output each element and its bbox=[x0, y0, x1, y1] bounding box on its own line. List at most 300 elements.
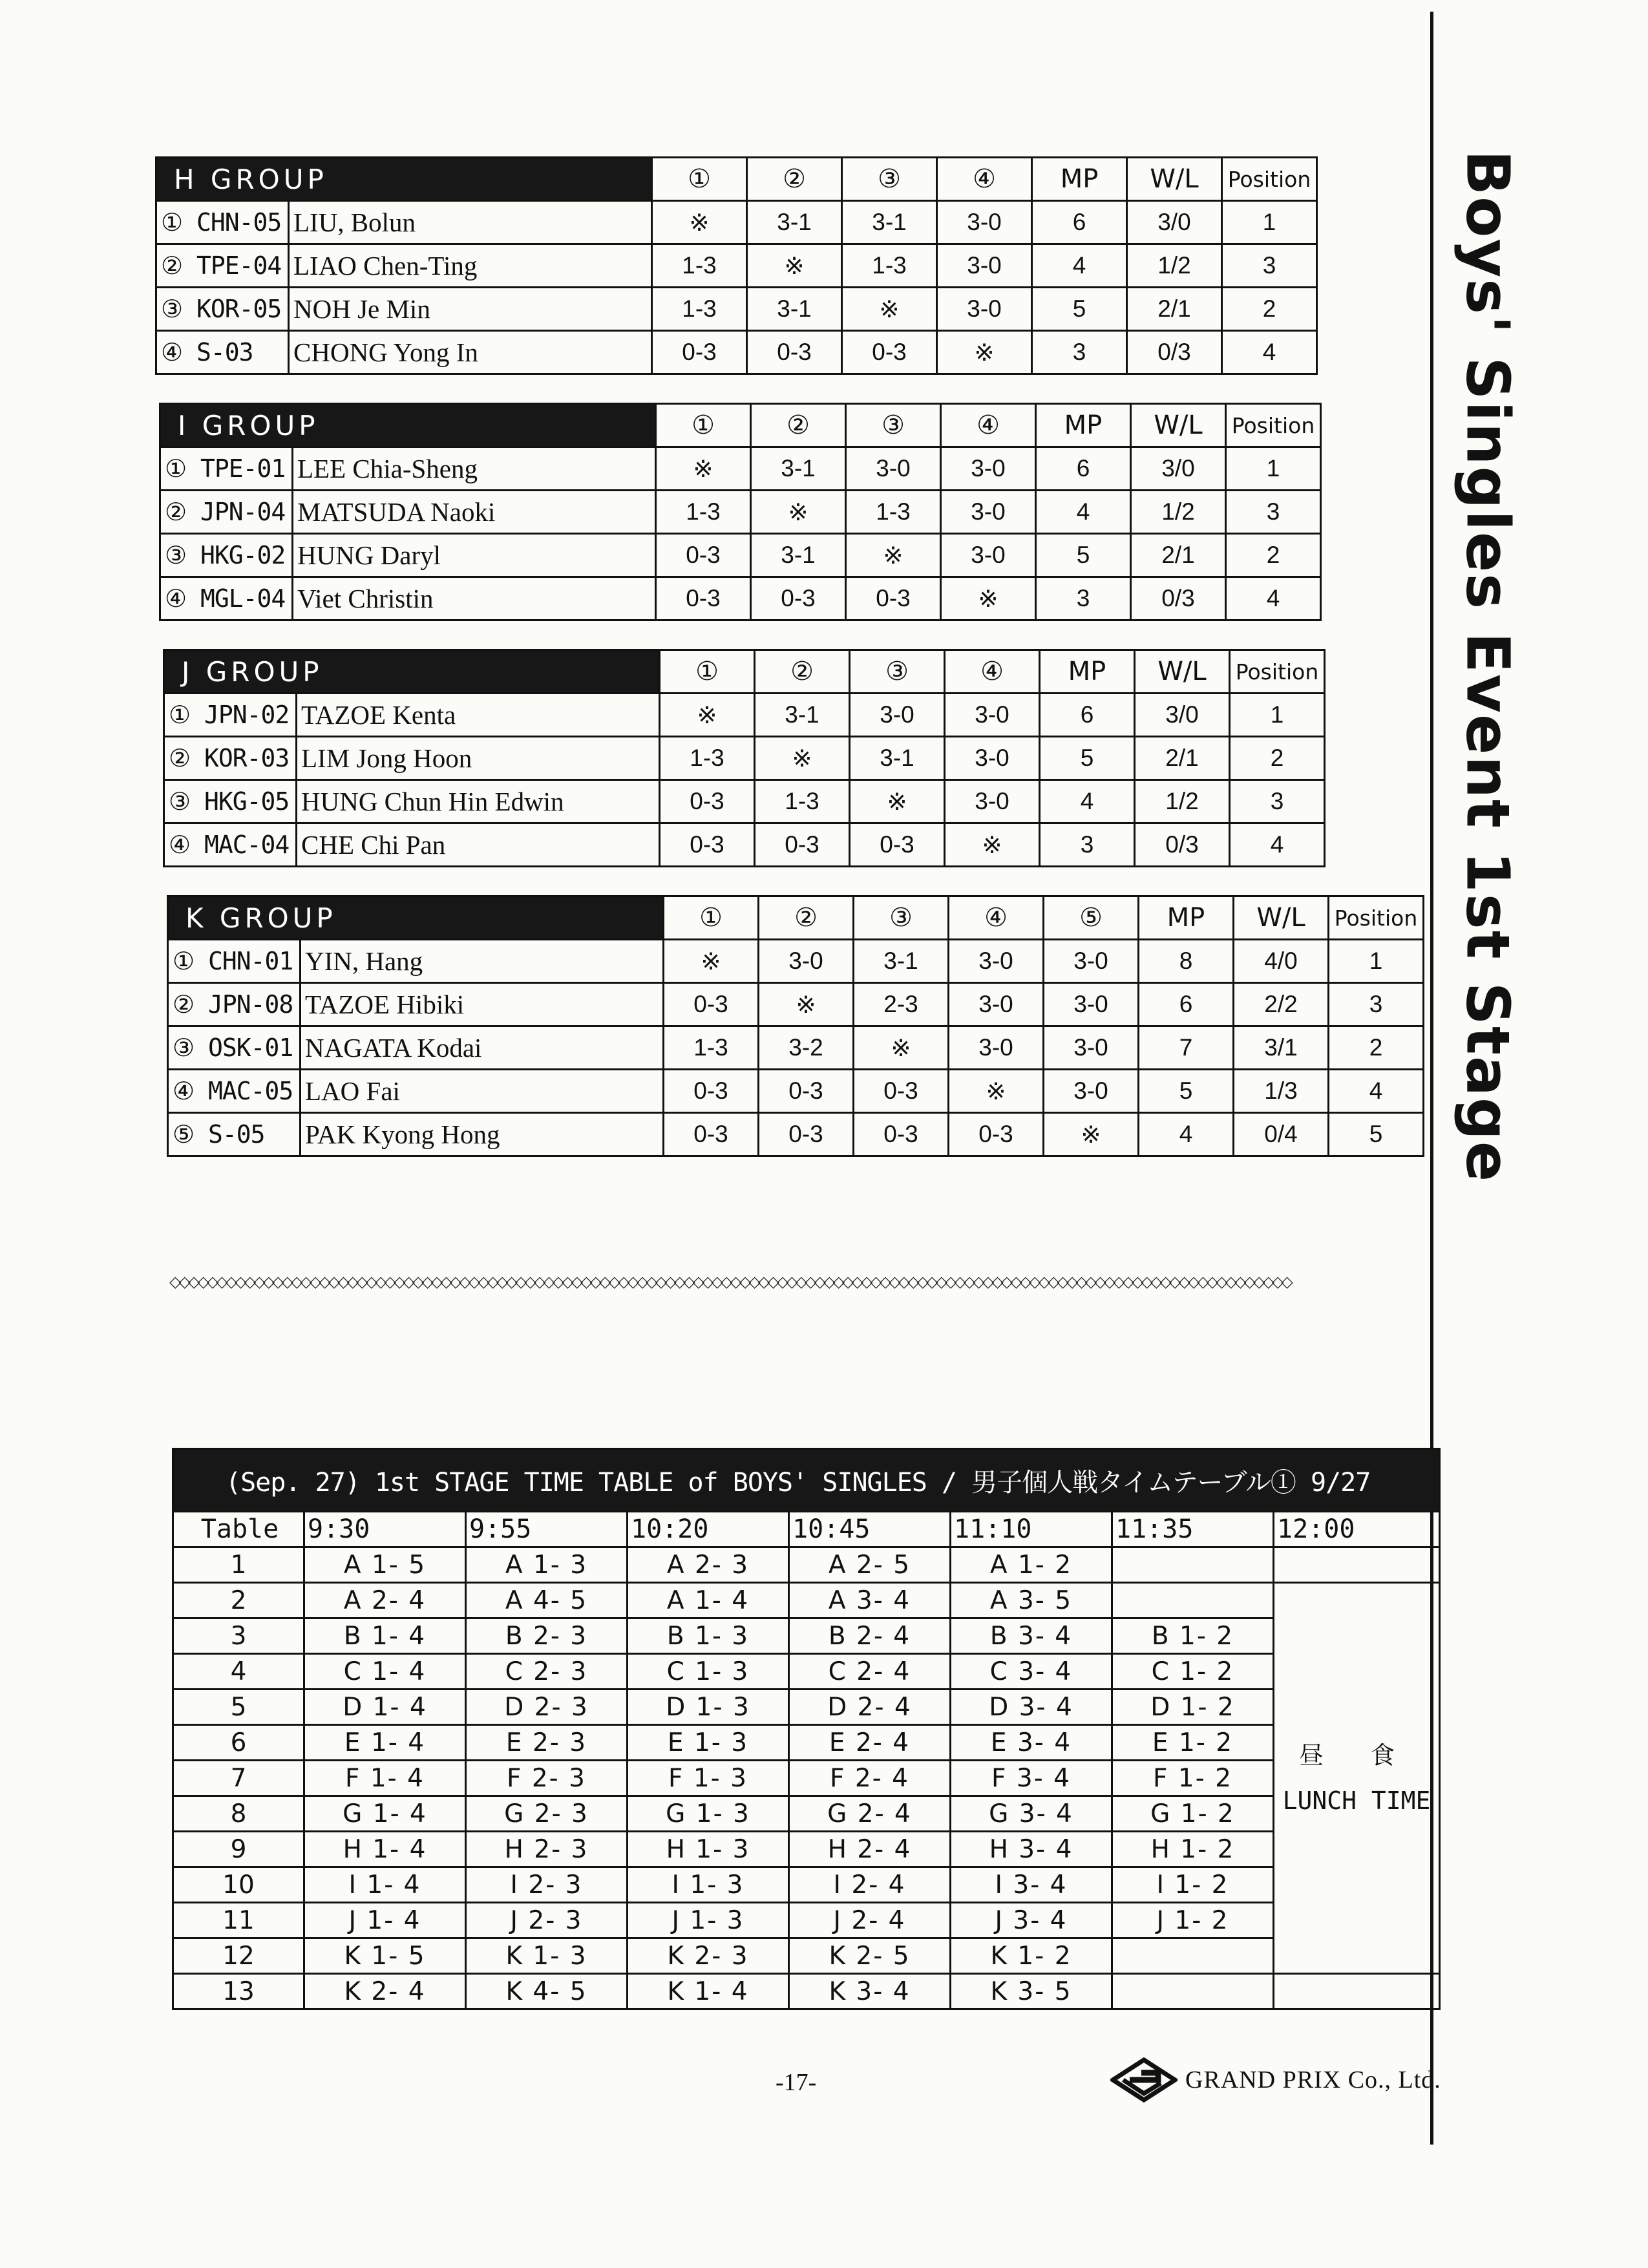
table-number: 4 bbox=[173, 1654, 304, 1690]
match-score: ※ bbox=[850, 780, 945, 823]
match-slot: A 1- 4 bbox=[628, 1583, 789, 1618]
match-slot: C 1- 2 bbox=[1112, 1654, 1274, 1690]
player-code: ② JPN-08 bbox=[168, 983, 301, 1026]
table-number: 12 bbox=[173, 1938, 304, 1974]
column-header: ④ bbox=[937, 158, 1032, 201]
column-header: MP bbox=[1040, 650, 1135, 694]
match-points: 3 bbox=[1036, 577, 1131, 620]
match-score: 3-0 bbox=[949, 983, 1044, 1026]
win-loss: 2/1 bbox=[1131, 534, 1226, 577]
lunch-label-jp: 昼 食 bbox=[1298, 1741, 1415, 1770]
timetable-row bbox=[173, 1654, 1440, 1690]
match-score: 0-3 bbox=[660, 823, 755, 867]
match-score: 3-0 bbox=[759, 940, 854, 983]
match-score: 0-3 bbox=[664, 1070, 759, 1113]
match-score: 3-0 bbox=[937, 201, 1032, 244]
player-name: LEE Chia-Sheng bbox=[293, 447, 656, 491]
match-slot: A 2- 4 bbox=[304, 1583, 466, 1618]
player-code: ④ MAC-04 bbox=[164, 823, 297, 867]
win-loss: 1/2 bbox=[1127, 244, 1222, 288]
match-slot: G 1- 3 bbox=[628, 1796, 789, 1832]
column-header: ① bbox=[652, 158, 747, 201]
match-score: 1-3 bbox=[656, 491, 751, 534]
column-header: ③ bbox=[842, 158, 937, 201]
match-points: 3 bbox=[1032, 331, 1127, 374]
column-header: W/L bbox=[1131, 404, 1226, 447]
match-slot: F 1- 4 bbox=[304, 1761, 466, 1796]
player-row bbox=[168, 983, 1424, 1026]
match-score: 0-3 bbox=[656, 577, 751, 620]
player-name: NAGATA Kodai bbox=[301, 1026, 664, 1070]
win-loss: 0/3 bbox=[1131, 577, 1226, 620]
position: 5 bbox=[1329, 1113, 1424, 1156]
match-score: 0-3 bbox=[854, 1113, 949, 1156]
player-name: LIU, Bolun bbox=[289, 201, 652, 244]
match-slot: G 3- 4 bbox=[951, 1796, 1112, 1832]
match-score: 3-1 bbox=[751, 534, 846, 577]
diamond-divider: ◇◇◇◇◇◇◇◇◇◇◇◇◇◇◇◇◇◇◇◇◇◇◇◇◇◇◇◇◇◇◇◇◇◇◇◇◇◇◇◇◇◇◇◇◇◇◇◇◇◇◇◇◇◇◇◇◇◇◇◇◇◇◇◇◇◇◇◇◇◇◇◇◇◇◇◇◇◇◇◇◇◇◇◇◇◇◇◇◇◇◇◇◇◇◇◇◇◇◇◇◇◇◇◇◇◇◇◇◇◇◇◇◇◇◇◇◇◇◇◇ bbox=[169, 1273, 1291, 1291]
column-header: ① bbox=[660, 650, 755, 694]
match-slot: I 1- 4 bbox=[304, 1867, 466, 1903]
page-number: -17- bbox=[776, 2069, 817, 2096]
match-score: ※ bbox=[941, 577, 1036, 620]
timetable-row bbox=[173, 1690, 1440, 1725]
match-slot: I 1- 3 bbox=[628, 1867, 789, 1903]
table-number: 11 bbox=[173, 1903, 304, 1938]
match-score: ※ bbox=[751, 491, 846, 534]
position: 3 bbox=[1222, 244, 1317, 288]
empty-cell bbox=[1274, 1547, 1440, 1583]
match-score: 2-3 bbox=[854, 983, 949, 1026]
match-points: 6 bbox=[1032, 201, 1127, 244]
match-slot: C 2- 3 bbox=[466, 1654, 628, 1690]
match-slot: F 2- 3 bbox=[466, 1761, 628, 1796]
match-score: 0-3 bbox=[664, 983, 759, 1026]
timetable-row bbox=[173, 1796, 1440, 1832]
player-code: ③ OSK-01 bbox=[168, 1026, 301, 1070]
match-score: 1-3 bbox=[660, 737, 755, 780]
table-number: 8 bbox=[173, 1796, 304, 1832]
match-slot: A 3- 4 bbox=[789, 1583, 951, 1618]
table-number: 2 bbox=[173, 1583, 304, 1618]
position: 3 bbox=[1230, 780, 1325, 823]
match-slot: E 2- 3 bbox=[466, 1725, 628, 1761]
match-score: 3-0 bbox=[937, 244, 1032, 288]
match-score: 3-0 bbox=[941, 491, 1036, 534]
player-name: CHONG Yong In bbox=[289, 331, 652, 374]
match-score: 1-3 bbox=[755, 780, 850, 823]
match-slot: K 2- 4 bbox=[304, 1974, 466, 2009]
match-score: 0-3 bbox=[759, 1070, 854, 1113]
match-score: 0-3 bbox=[664, 1113, 759, 1156]
match-score: 3-1 bbox=[751, 447, 846, 491]
match-score: 0-3 bbox=[854, 1070, 949, 1113]
player-row bbox=[160, 534, 1321, 577]
time-header: Table bbox=[173, 1512, 304, 1547]
column-header: ④ bbox=[945, 650, 1040, 694]
match-slot: H 1- 3 bbox=[628, 1832, 789, 1867]
player-row bbox=[160, 577, 1321, 620]
player-code: ③ HKG-02 bbox=[160, 534, 293, 577]
player-name: LIM Jong Hoon bbox=[297, 737, 660, 780]
column-header: W/L bbox=[1234, 896, 1329, 940]
player-code: ② TPE-04 bbox=[156, 244, 289, 288]
match-slot: A 2- 5 bbox=[789, 1547, 951, 1583]
match-slot: A 2- 3 bbox=[628, 1547, 789, 1583]
group-table bbox=[159, 403, 1322, 621]
column-header: MP bbox=[1032, 158, 1127, 201]
column-header: ④ bbox=[949, 896, 1044, 940]
column-header: MP bbox=[1139, 896, 1234, 940]
match-slot: K 4- 5 bbox=[466, 1974, 628, 2009]
match-score: 3-0 bbox=[850, 694, 945, 737]
match-score: 3-0 bbox=[949, 1026, 1044, 1070]
match-slot: H 2- 4 bbox=[789, 1832, 951, 1867]
match-score: 3-0 bbox=[945, 780, 1040, 823]
player-name: NOH Je Min bbox=[289, 288, 652, 331]
player-name: LIAO Chen-Ting bbox=[289, 244, 652, 288]
table-number: 1 bbox=[173, 1547, 304, 1583]
win-loss: 0/4 bbox=[1234, 1113, 1329, 1156]
player-name: CHE Chi Pan bbox=[297, 823, 660, 867]
column-header: W/L bbox=[1127, 158, 1222, 201]
player-row bbox=[164, 780, 1325, 823]
match-score: 0-3 bbox=[949, 1113, 1044, 1156]
column-header: Position bbox=[1329, 896, 1424, 940]
column-header: ② bbox=[747, 158, 842, 201]
player-row bbox=[156, 244, 1317, 288]
column-header: ⑤ bbox=[1044, 896, 1139, 940]
match-score: 1-3 bbox=[846, 491, 941, 534]
match-slot: J 3- 4 bbox=[951, 1903, 1112, 1938]
match-slot: A 1- 5 bbox=[304, 1547, 466, 1583]
column-header: Position bbox=[1226, 404, 1321, 447]
match-slot: F 3- 4 bbox=[951, 1761, 1112, 1796]
player-row bbox=[160, 447, 1321, 491]
match-score: ※ bbox=[759, 983, 854, 1026]
timetable-row bbox=[173, 1974, 1440, 2009]
match-score: 0-3 bbox=[846, 577, 941, 620]
column-header: ③ bbox=[846, 404, 941, 447]
player-name: PAK Kyong Hong bbox=[301, 1113, 664, 1156]
match-points: 6 bbox=[1139, 983, 1234, 1026]
group-label: K GROUP bbox=[168, 896, 664, 940]
win-loss: 3/0 bbox=[1127, 201, 1222, 244]
match-slot: D 2- 3 bbox=[466, 1690, 628, 1725]
match-slot bbox=[1112, 1547, 1274, 1583]
player-code: ① CHN-05 bbox=[156, 201, 289, 244]
win-loss: 2/1 bbox=[1127, 288, 1222, 331]
match-points: 4 bbox=[1036, 491, 1131, 534]
match-score: 0-3 bbox=[751, 577, 846, 620]
timetable-row bbox=[173, 1867, 1440, 1903]
player-row bbox=[168, 1070, 1424, 1113]
match-points: 6 bbox=[1036, 447, 1131, 491]
time-header: 10:20 bbox=[628, 1512, 789, 1547]
position: 1 bbox=[1222, 201, 1317, 244]
column-header: ① bbox=[664, 896, 759, 940]
match-score: 3-0 bbox=[1044, 1026, 1139, 1070]
position: 4 bbox=[1226, 577, 1321, 620]
player-row bbox=[164, 694, 1325, 737]
player-code: ① CHN-01 bbox=[168, 940, 301, 983]
position: 1 bbox=[1230, 694, 1325, 737]
table-number: 6 bbox=[173, 1725, 304, 1761]
win-loss: 4/0 bbox=[1234, 940, 1329, 983]
match-slot: K 1- 4 bbox=[628, 1974, 789, 2009]
match-slot: C 3- 4 bbox=[951, 1654, 1112, 1690]
match-slot: I 2- 3 bbox=[466, 1867, 628, 1903]
match-slot: G 1- 4 bbox=[304, 1796, 466, 1832]
player-code: ④ MAC-05 bbox=[168, 1070, 301, 1113]
match-slot bbox=[1112, 1938, 1274, 1974]
win-loss: 2/2 bbox=[1234, 983, 1329, 1026]
match-slot: A 4- 5 bbox=[466, 1583, 628, 1618]
match-score: ※ bbox=[949, 1070, 1044, 1113]
time-header: 10:45 bbox=[789, 1512, 951, 1547]
match-score: 3-0 bbox=[937, 288, 1032, 331]
match-score: ※ bbox=[842, 288, 937, 331]
match-score: 1-3 bbox=[652, 288, 747, 331]
match-score: 1-3 bbox=[842, 244, 937, 288]
win-loss: 0/3 bbox=[1127, 331, 1222, 374]
timetable-row bbox=[173, 1725, 1440, 1761]
match-slot: K 1- 2 bbox=[951, 1938, 1112, 1974]
column-header: Position bbox=[1222, 158, 1317, 201]
win-loss: 1/3 bbox=[1234, 1070, 1329, 1113]
player-name: HUNG Daryl bbox=[293, 534, 656, 577]
match-slot: B 2- 3 bbox=[466, 1618, 628, 1654]
time-header: 11:35 bbox=[1112, 1512, 1274, 1547]
match-slot: H 2- 3 bbox=[466, 1832, 628, 1867]
column-header: ① bbox=[656, 404, 751, 447]
match-slot: K 3- 5 bbox=[951, 1974, 1112, 2009]
time-header: 12:00 bbox=[1274, 1512, 1440, 1547]
player-row bbox=[156, 201, 1317, 244]
match-slot: D 3- 4 bbox=[951, 1690, 1112, 1725]
match-slot: E 1- 4 bbox=[304, 1725, 466, 1761]
match-slot: H 3- 4 bbox=[951, 1832, 1112, 1867]
position: 4 bbox=[1230, 823, 1325, 867]
match-points: 8 bbox=[1139, 940, 1234, 983]
table-number: 9 bbox=[173, 1832, 304, 1867]
match-slot: C 1- 4 bbox=[304, 1654, 466, 1690]
match-score: 0-3 bbox=[656, 534, 751, 577]
player-name: LAO Fai bbox=[301, 1070, 664, 1113]
win-loss: 1/2 bbox=[1131, 491, 1226, 534]
player-row bbox=[164, 737, 1325, 780]
match-slot: D 1- 2 bbox=[1112, 1690, 1274, 1725]
player-name: YIN, Hang bbox=[301, 940, 664, 983]
match-score: 3-0 bbox=[846, 447, 941, 491]
time-header: 11:10 bbox=[951, 1512, 1112, 1547]
match-slot: E 1- 3 bbox=[628, 1725, 789, 1761]
match-slot: A 1- 2 bbox=[951, 1547, 1112, 1583]
position: 2 bbox=[1230, 737, 1325, 780]
win-loss: 2/1 bbox=[1135, 737, 1230, 780]
match-points: 5 bbox=[1032, 288, 1127, 331]
table-number: 13 bbox=[173, 1974, 304, 2009]
match-points: 4 bbox=[1040, 780, 1135, 823]
player-row bbox=[156, 288, 1317, 331]
column-header: ④ bbox=[941, 404, 1036, 447]
match-score: 3-1 bbox=[850, 737, 945, 780]
win-loss: 3/0 bbox=[1135, 694, 1230, 737]
match-slot: G 2- 3 bbox=[466, 1796, 628, 1832]
match-score: ※ bbox=[664, 940, 759, 983]
player-row bbox=[160, 491, 1321, 534]
position: 2 bbox=[1222, 288, 1317, 331]
timetable-row bbox=[173, 1618, 1440, 1654]
position: 4 bbox=[1329, 1070, 1424, 1113]
timetable-row bbox=[173, 1832, 1440, 1867]
match-slot: I 1- 2 bbox=[1112, 1867, 1274, 1903]
match-points: 7 bbox=[1139, 1026, 1234, 1070]
column-header: Position bbox=[1230, 650, 1325, 694]
match-score: 3-0 bbox=[1044, 1070, 1139, 1113]
player-code: ④ MGL-04 bbox=[160, 577, 293, 620]
match-slot: H 1- 4 bbox=[304, 1832, 466, 1867]
match-slot: D 2- 4 bbox=[789, 1690, 951, 1725]
player-code: ② JPN-04 bbox=[160, 491, 293, 534]
player-row bbox=[168, 1113, 1424, 1156]
group-label: J GROUP bbox=[164, 650, 660, 694]
match-slot: K 2- 3 bbox=[628, 1938, 789, 1974]
match-slot: D 1- 4 bbox=[304, 1690, 466, 1725]
timetable-row bbox=[173, 1903, 1440, 1938]
timetable-row bbox=[173, 1761, 1440, 1796]
match-slot: J 1- 2 bbox=[1112, 1903, 1274, 1938]
player-row bbox=[164, 823, 1325, 867]
match-points: 4 bbox=[1032, 244, 1127, 288]
match-score: 3-1 bbox=[747, 288, 842, 331]
player-row bbox=[168, 940, 1424, 983]
group-table bbox=[155, 156, 1318, 375]
side-title-text: Boys' Singles Event 1st Stage bbox=[1453, 150, 1523, 1183]
column-header: ③ bbox=[850, 650, 945, 694]
win-loss: 3/1 bbox=[1234, 1026, 1329, 1070]
company-name: GRAND PRIX Co., Ltd. bbox=[1185, 2066, 1441, 2093]
player-name: TAZOE Kenta bbox=[297, 694, 660, 737]
match-points: 4 bbox=[1139, 1113, 1234, 1156]
match-slot: J 2- 3 bbox=[466, 1903, 628, 1938]
match-score: ※ bbox=[854, 1026, 949, 1070]
position: 2 bbox=[1329, 1026, 1424, 1070]
match-score: 3-0 bbox=[949, 940, 1044, 983]
match-score: 3-1 bbox=[854, 940, 949, 983]
player-name: MATSUDA Naoki bbox=[293, 491, 656, 534]
match-slot: B 1- 2 bbox=[1112, 1618, 1274, 1654]
match-slot: A 1- 3 bbox=[466, 1547, 628, 1583]
timetable bbox=[172, 1448, 1441, 2010]
timetable-row bbox=[173, 1583, 1440, 1618]
match-slot: K 1- 3 bbox=[466, 1938, 628, 1974]
match-score: 0-3 bbox=[850, 823, 945, 867]
match-slot: E 3- 4 bbox=[951, 1725, 1112, 1761]
match-score: 0-3 bbox=[660, 780, 755, 823]
time-header: 9:55 bbox=[466, 1512, 628, 1547]
match-slot bbox=[1112, 1583, 1274, 1618]
footer bbox=[1110, 2057, 1441, 2103]
match-score: ※ bbox=[660, 694, 755, 737]
match-score: ※ bbox=[846, 534, 941, 577]
match-slot: K 2- 5 bbox=[789, 1938, 951, 1974]
match-slot: B 2- 4 bbox=[789, 1618, 951, 1654]
column-header: ② bbox=[751, 404, 846, 447]
page-side-title bbox=[1449, 150, 1527, 1223]
player-name: Viet Christin bbox=[293, 577, 656, 620]
grand-prix-logo-icon bbox=[1110, 2057, 1178, 2103]
group-table bbox=[167, 895, 1424, 1157]
match-points: 5 bbox=[1139, 1070, 1234, 1113]
match-score: 3-0 bbox=[941, 534, 1036, 577]
match-score: 3-1 bbox=[747, 201, 842, 244]
lunch-label-en: LUNCH TIME bbox=[1282, 1786, 1431, 1815]
match-slot: C 1- 3 bbox=[628, 1654, 789, 1690]
time-header: 9:30 bbox=[304, 1512, 466, 1547]
column-header: ② bbox=[755, 650, 850, 694]
player-name: HUNG Chun Hin Edwin bbox=[297, 780, 660, 823]
match-score: 0-3 bbox=[747, 331, 842, 374]
position: 4 bbox=[1222, 331, 1317, 374]
match-score: 1-3 bbox=[664, 1026, 759, 1070]
match-slot: F 2- 4 bbox=[789, 1761, 951, 1796]
player-row bbox=[156, 331, 1317, 374]
match-score: ※ bbox=[937, 331, 1032, 374]
match-points: 5 bbox=[1036, 534, 1131, 577]
column-header: ③ bbox=[854, 896, 949, 940]
match-slot: J 2- 4 bbox=[789, 1903, 951, 1938]
match-slot: G 2- 4 bbox=[789, 1796, 951, 1832]
player-code: ① JPN-02 bbox=[164, 694, 297, 737]
match-slot: I 2- 4 bbox=[789, 1867, 951, 1903]
position: 1 bbox=[1329, 940, 1424, 983]
match-slot: H 1- 2 bbox=[1112, 1832, 1274, 1867]
match-slot: J 1- 4 bbox=[304, 1903, 466, 1938]
group-table bbox=[163, 649, 1326, 867]
position: 2 bbox=[1226, 534, 1321, 577]
match-slot: B 1- 3 bbox=[628, 1618, 789, 1654]
table-number: 7 bbox=[173, 1761, 304, 1796]
match-score: 1-3 bbox=[652, 244, 747, 288]
match-slot: G 1- 2 bbox=[1112, 1796, 1274, 1832]
match-points: 6 bbox=[1040, 694, 1135, 737]
player-row bbox=[168, 1026, 1424, 1070]
win-loss: 3/0 bbox=[1131, 447, 1226, 491]
match-score: ※ bbox=[755, 737, 850, 780]
player-code: ④ S-03 bbox=[156, 331, 289, 374]
match-score: 0-3 bbox=[842, 331, 937, 374]
match-score: 0-3 bbox=[759, 1113, 854, 1156]
player-code: ① TPE-01 bbox=[160, 447, 293, 491]
match-score: ※ bbox=[656, 447, 751, 491]
timetable-row bbox=[173, 1938, 1440, 1974]
table-number: 10 bbox=[173, 1867, 304, 1903]
timetable-row bbox=[173, 1547, 1440, 1583]
group-label: I GROUP bbox=[160, 404, 656, 447]
table-number: 3 bbox=[173, 1618, 304, 1654]
match-slot: F 1- 3 bbox=[628, 1761, 789, 1796]
match-slot: B 1- 4 bbox=[304, 1618, 466, 1654]
match-slot: E 2- 4 bbox=[789, 1725, 951, 1761]
column-header: ② bbox=[759, 896, 854, 940]
match-score: ※ bbox=[945, 823, 1040, 867]
column-header: MP bbox=[1036, 404, 1131, 447]
win-loss: 1/2 bbox=[1135, 780, 1230, 823]
player-code: ⑤ S-05 bbox=[168, 1113, 301, 1156]
match-slot: K 3- 4 bbox=[789, 1974, 951, 2009]
position: 3 bbox=[1329, 983, 1424, 1026]
